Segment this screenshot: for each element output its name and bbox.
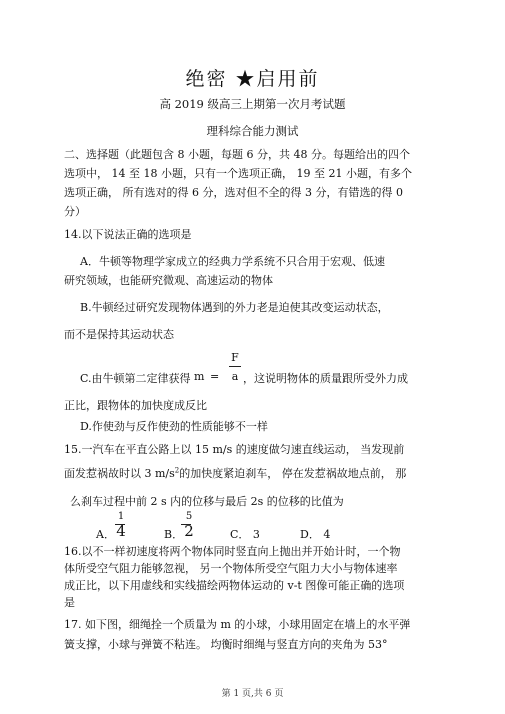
q15-option-a-denominator: 4 [116, 522, 126, 540]
section-intro-line4: 分） [64, 205, 86, 218]
q16-line1: 16.以不一样初速度将两个物体同时竖直向上抛出并开始计时，一个物 [64, 545, 401, 558]
q16-line2: 体所受空气阻力能够忽视， 另一个物体所受空气阻力大小与物体速率 [64, 562, 398, 575]
q14-option-c-prefix: C.由牛顿第二定律获得 [80, 372, 191, 385]
q14-stem: 14.以下说法正确的选项是 [64, 228, 192, 241]
q15-line1: 15.一汽车在平直公路上以 15 m/s 的速度做匀速直线运动， 当发现前 [64, 443, 405, 456]
q16-line4: 是 [64, 596, 75, 609]
q15-option-b-denominator: 2 [184, 522, 194, 540]
q14-formula-fraction-bar [229, 366, 241, 367]
q14-formula-equals: = [210, 370, 220, 383]
q15-line2: 面发惹祸故时以 3 $m/s^2$的加快度紧迫刹车， 停在发惹祸故地点前， 那 [64, 466, 407, 480]
q17-line2: 簧支撑，小球与弹簧不粘连。 均衡时细绳与竖直方向的夹角为 53° [64, 638, 388, 651]
q14-option-b-line1: B.牛顿经过研究发现物体遇到的外力老是迫使其改变运动状态， [80, 301, 389, 314]
q15-option-a-label: A． [96, 528, 115, 541]
q15-option-a-numerator: 1 [117, 511, 125, 522]
q15-option-b-numerator: 5 [185, 511, 193, 522]
q16-line3: 成正比，以下用虚线和实线描绘两物体运动的 v-t 图像可能正确的选项 [64, 579, 405, 592]
exam-title: 绝密 ★启用前 [185, 68, 320, 90]
q15-option-b-label: B． [164, 528, 184, 541]
section-intro-line3: 选项正确， 所有选对的得 6 分，选对但不全的得 3 分，有错选的得 0 [64, 186, 403, 199]
q14-option-a-line2: 研究领域，也能研究微观、高速运动的物体 [64, 274, 273, 287]
section-intro-line1: 二、选择题（此题包含 8 小题，每题 6 分，共 48 分。每题给出的四个 [64, 148, 410, 161]
q14-formula-denominator: a [231, 370, 239, 383]
exam-subtitle: 高 2019 级高三上期第一次月考试题 [159, 97, 346, 111]
section-intro-line2: 选项中， 14 至 18 小题，只有一个选项正确， 19 至 21 小题，有多个 [64, 167, 412, 180]
q14-option-d: D.作使劲与反作使劲的性质能够不一样 [80, 420, 268, 433]
q14-option-c-line2: 正比，跟物体的加快度成反比 [64, 399, 207, 412]
q14-option-a-line1: A．牛顿等物理学家成立的经典力学系统不只合用于宏观、低速 [80, 255, 385, 268]
q17-line1: 17. 如下图，细绳拴一个质量为 m 的小球，小球用固定在墙上的水平弹 [64, 618, 411, 631]
page-footer: 第 1 页,共 6 页 [221, 689, 284, 699]
exam-subject: 理科综合能力测试 [206, 124, 299, 138]
q15-option-c: C． 3 [230, 528, 260, 541]
q15-line3: 么刹车过程中前 2 s 内的位移与最后 2s 的位移的比值为 [70, 495, 344, 508]
q14-option-c-suffix: ，这说明物体的质量跟所受外力成 [243, 372, 408, 385]
q14-formula-numerator: F [231, 351, 239, 364]
q14-option-b-line2: 而不是保持其运动状态 [64, 328, 174, 341]
q14-formula-m: m [194, 370, 205, 383]
q15-option-d: D． 4 [300, 528, 331, 541]
